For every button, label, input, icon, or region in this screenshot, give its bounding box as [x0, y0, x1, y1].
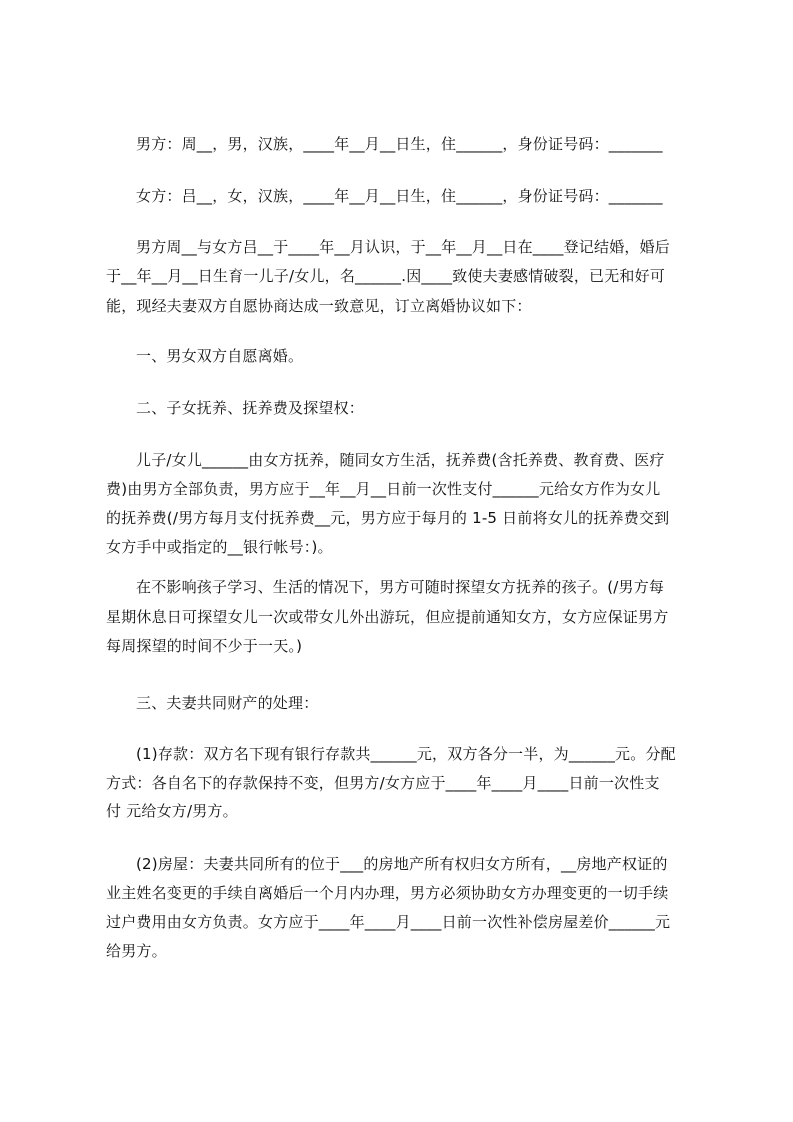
section-heading: 一、男女双方自愿离婚。: [136, 347, 304, 365]
text-line: 在不影响孩子学习、生活的情况下，男方可随时探望女方抚养的孩子。(/男方每: [136, 578, 665, 596]
text-line: 方式：各自名下的存款保持不变，但男方/女方应于____年____月____日前一次性支: [106, 774, 660, 792]
section-heading: 二、子女抚养、抚养费及探望权：: [136, 399, 365, 417]
text-line: 女方：吕__，女，汉族，____年__月__日生，住______，身份证号码：_______: [136, 187, 663, 205]
text-line: 星期休息日可探望女儿一次或带女儿外出游玩，但应提前通知女方，女方应保证男方: [106, 608, 669, 626]
text-line: 儿子/女儿______由女方抚养，随同女方生活，抚养费(含托养费、教育费、医疗: [136, 451, 665, 469]
text-line: 给男方。: [106, 942, 167, 960]
text-line: 男方周__与女方吕__于____年__月认识，于__年__月__日在____登记结婚，婚后: [136, 238, 671, 256]
text-line: (1)存款：双方名下现有银行存款共______元，双方各分一半，为______元。分配: [136, 745, 676, 763]
text-line: 业主姓名变更的手续自离婚后一个月内办理，男方必须协助女方办理变更的一切手续: [106, 884, 669, 902]
text-line: 女方手中或指定的__银行帐号：)。: [106, 538, 333, 556]
text-line: 于__年__月__日生育一儿子/女儿，名______.因____致使夫妻感情破裂，已无和好可: [106, 267, 666, 285]
text-line: (2)房屋：夫妻共同所有的位于___的房地产所有权归女方所有，__房地产权证的: [136, 855, 668, 873]
text-line: 的抚养费(/男方每月支付抚养费__元，男方应于每月的 1-5 日前将女儿的抚养费交到: [106, 509, 670, 527]
text-line: 付 元给女方/男方。: [106, 802, 238, 820]
section-heading: 三、夫妻共同财产的处理：: [136, 694, 319, 712]
text-line: 费)由男方全部负责，男方应于__年__月__日前一次性支付______元给女方作为女儿: [106, 480, 661, 498]
text-line: 每周探望的时间不少于一天。): [106, 637, 303, 655]
text-line: 能，现经夫妻双方自愿协商达成一致意见，订立离婚协议如下：: [106, 297, 532, 315]
text-line: 男方：周__，男，汉族，____年__月__日生，住______，身份证号码：_______: [136, 135, 663, 153]
text-line: 过户费用由女方负责。女方应于____年____月____日前一次性补偿房屋差价______元: [106, 913, 671, 931]
